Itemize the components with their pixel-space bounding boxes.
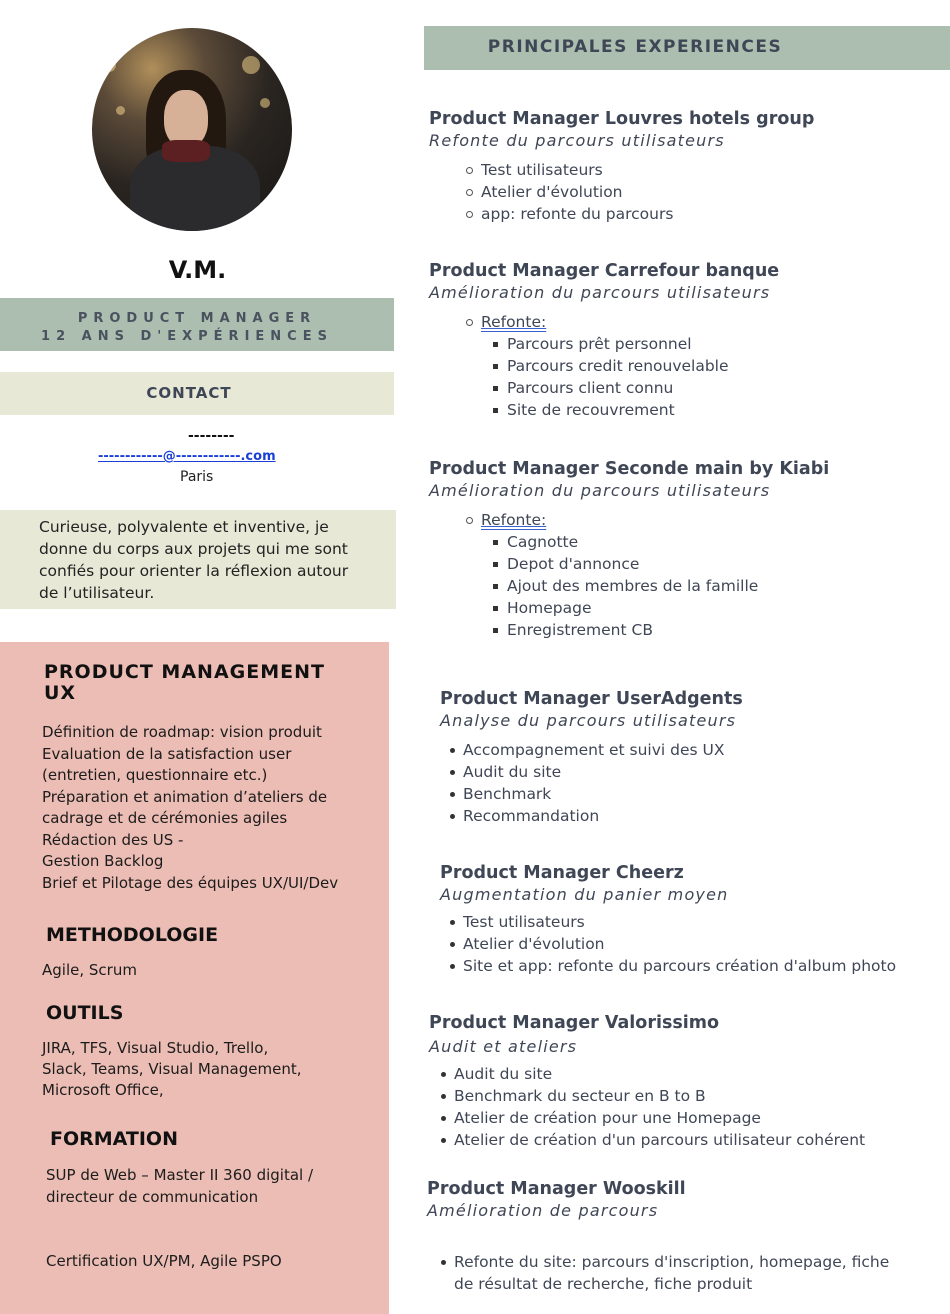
skill-line: Préparation et animation d’ateliers de — [42, 787, 328, 806]
job-subtitle: Augmentation du panier moyen — [440, 885, 729, 904]
job-items — [481, 159, 673, 225]
list-item: Depot d'annonce — [507, 553, 758, 575]
list-item: Atelier de création pour une Homepage — [454, 1107, 865, 1129]
list-item: Test utilisateurs — [463, 911, 896, 933]
education-heading: FORMATION — [50, 1128, 178, 1150]
tools-line: Slack, Teams, Visual Management, — [42, 1060, 302, 1078]
contact-city: Paris — [180, 469, 214, 485]
tools-text — [42, 1038, 342, 1101]
list-item: Benchmark — [463, 783, 724, 805]
experiences-heading: PRINCIPALES EXPERIENCES — [487, 37, 783, 57]
methodology-heading: METHODOLOGIE — [46, 924, 219, 946]
tools-line: Microsoft Office, — [42, 1081, 164, 1099]
list-group-label: Refonte: — [481, 511, 547, 529]
contact-email-link[interactable]: ------------@------------.com — [98, 449, 276, 464]
job-subitems — [507, 333, 729, 421]
skills-heading-line2: UX — [44, 682, 77, 704]
job-title: Product Manager Carrefour banque — [429, 261, 780, 281]
tools-line: JIRA, TFS, Visual Studio, Trello, — [42, 1039, 269, 1057]
job-subtitle: Audit et ateliers — [429, 1037, 578, 1056]
list-item: app: refonte du parcours — [481, 205, 674, 223]
list-item: Test utilisateurs — [481, 159, 673, 181]
skills-list — [42, 722, 372, 894]
list-item: Refonte du site: parcours d'inscription, homepage, fiche — [454, 1253, 890, 1271]
job-items — [481, 509, 546, 531]
job-title: Product Manager Wooskill — [427, 1179, 686, 1199]
list-item: Accompagnement et suivi des UX — [463, 741, 725, 759]
job-subtitle: Refonte du parcours utilisateurs — [429, 131, 725, 150]
skill-line: Rédaction des US - — [42, 830, 184, 849]
list-item: Recommandation — [463, 805, 724, 827]
list-item: Audit du site — [454, 1063, 865, 1085]
job-title: Product Manager UserAdgents — [440, 689, 743, 709]
skill-line: Gestion Backlog — [42, 852, 164, 870]
job-subtitle: Amélioration de parcours — [427, 1201, 659, 1220]
contact-heading: CONTACT — [146, 384, 232, 402]
list-item: Atelier d'évolution — [463, 933, 896, 955]
profile-photo — [92, 28, 292, 231]
list-item: Benchmark du secteur en B to B — [454, 1085, 865, 1107]
skill-line: (entretien, questionnaire etc.) — [42, 766, 268, 784]
job-title: Product Manager Valorissimo — [429, 1013, 720, 1033]
skills-heading-line1: PRODUCT MANAGEMENT — [44, 661, 325, 683]
skill-line: Définition de roadmap: vision produit — [42, 723, 322, 741]
methodology-text: Agile, Scrum — [42, 961, 137, 979]
job-title: Product Manager Louvres hotels group — [429, 109, 815, 129]
list-group-label: Refonte: — [481, 313, 547, 331]
list-item: Parcours prêt personnel — [507, 333, 729, 355]
skill-line: cadrage et de cérémonies agiles — [42, 809, 288, 827]
list-item: Atelier de création d'un parcours utilisateur cohérent — [454, 1131, 866, 1149]
job-items — [463, 911, 896, 977]
job-subtitle: Amélioration du parcours utilisateurs — [429, 481, 771, 500]
job-items — [454, 1251, 889, 1295]
list-item: Parcours client connu — [507, 377, 729, 399]
skills-heading — [44, 662, 325, 704]
list-item: Ajout des membres de la famille — [507, 577, 759, 595]
job-items — [454, 1063, 865, 1151]
job-items — [463, 739, 724, 827]
list-item: Cagnotte — [507, 531, 758, 553]
list-item-continuation: de résultat de recherche, fiche produit — [454, 1275, 753, 1293]
job-title: Product Manager Cheerz — [440, 863, 684, 883]
list-item: Homepage — [507, 597, 758, 619]
profile-name: V.M. — [168, 256, 227, 284]
list-item: Atelier d'évolution — [481, 181, 673, 203]
education-text: SUP de Web – Master II 360 digital / directeur de communication — [46, 1166, 314, 1206]
job-subitems — [507, 531, 758, 641]
list-item: Enregistrement CB — [507, 619, 758, 641]
bio-text: Curieuse, polyvalente et inventive, je donne du corps aux projets qui me sont confiés pour orienter la réflexion autour de l’utilisateur. — [39, 518, 349, 602]
skill-line: Evaluation de la satisfaction user — [42, 744, 292, 763]
tools-heading: OUTILS — [46, 1002, 124, 1024]
job-items — [481, 311, 546, 333]
contact-phone: -------- — [188, 428, 235, 444]
list-item: Site de recouvrement — [507, 399, 729, 421]
certification-text: Certification UX/PM, Agile PSPO — [46, 1252, 282, 1270]
skill-line: Brief et Pilotage des équipes UX/UI/Dev — [42, 873, 339, 892]
job-subtitle: Analyse du parcours utilisateurs — [440, 711, 737, 730]
job-title: Product Manager Seconde main by Kiabi — [429, 459, 830, 479]
experience-years: 12 ANS D'EXPÉRIENCES — [41, 329, 333, 344]
job-subtitle: Amélioration du parcours utilisateurs — [429, 283, 771, 302]
list-item: Parcours credit renouvelable — [507, 357, 729, 375]
list-item: Audit du site — [463, 761, 724, 783]
role-title: PRODUCT MANAGER — [77, 311, 317, 326]
list-item: Site et app: refonte du parcours création d'album photo — [463, 957, 897, 975]
